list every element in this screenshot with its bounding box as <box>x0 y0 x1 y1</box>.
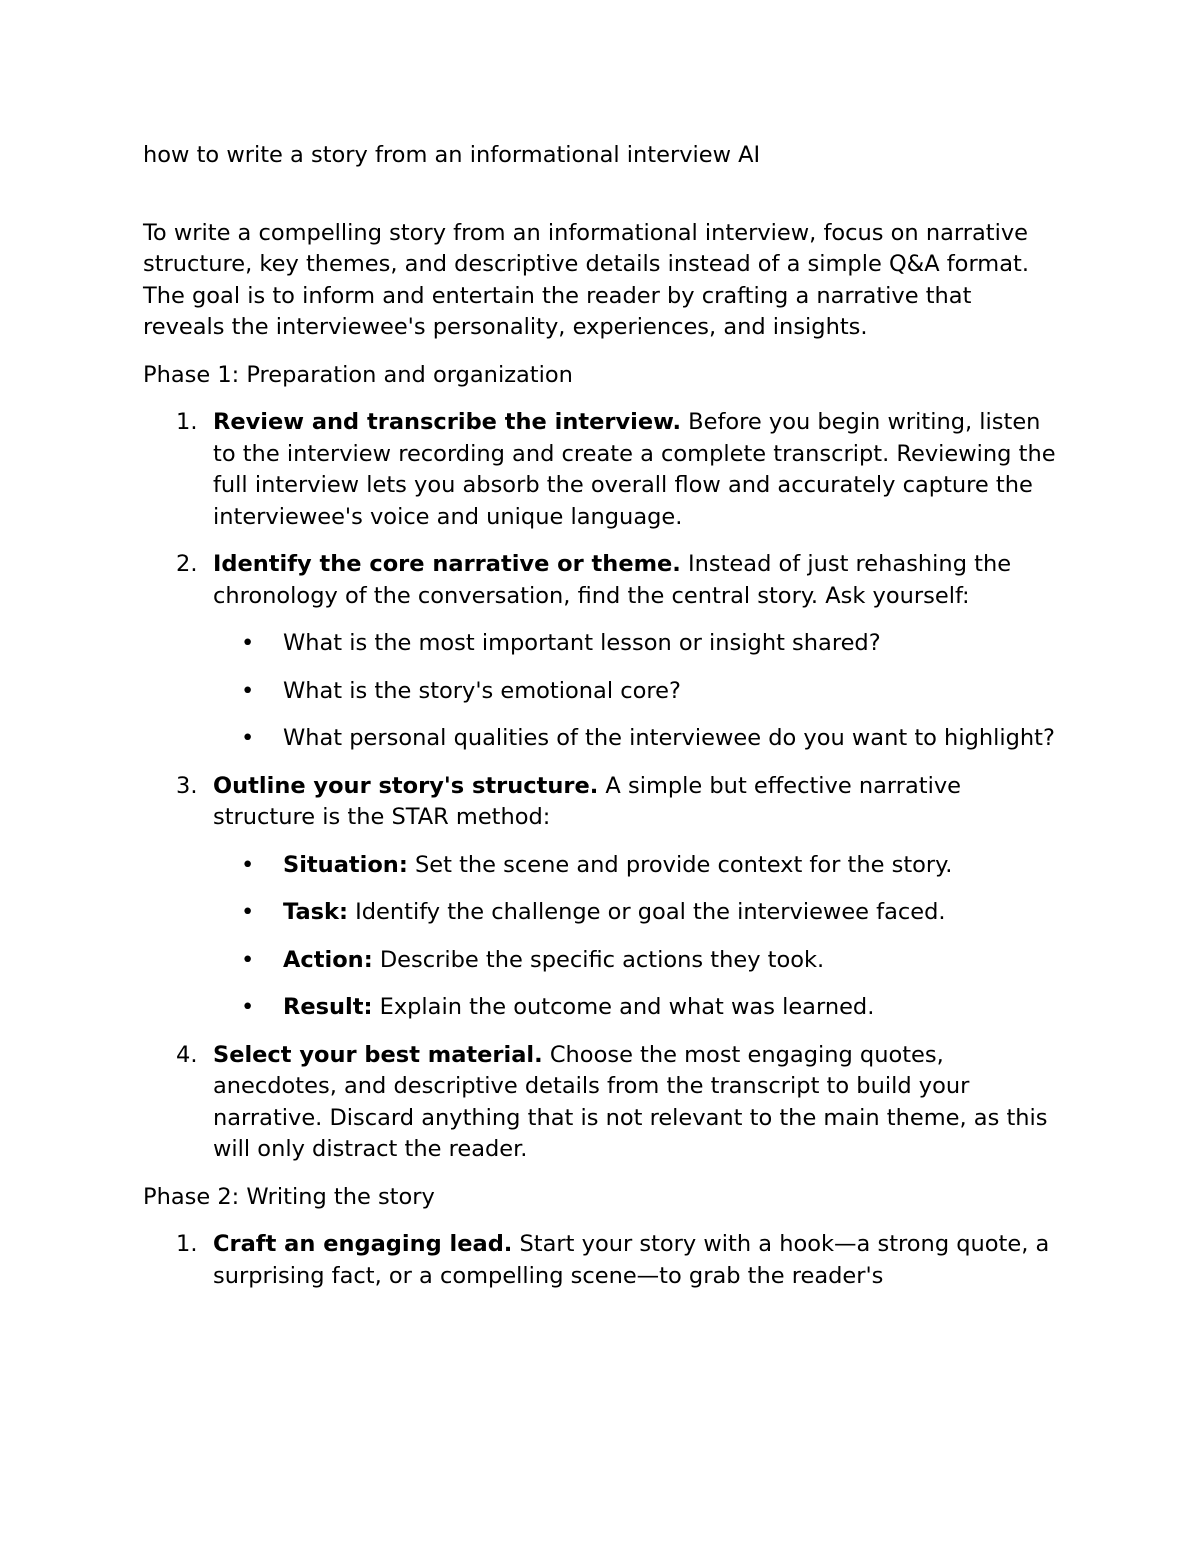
star-item-action <box>213 945 1058 977</box>
bullet-icon: • <box>241 899 255 925</box>
star-description: Explain the outcome and what was learned. <box>372 994 875 1020</box>
phase-1-step-1 <box>143 407 1058 533</box>
step-heading: Outline your story's structure. <box>213 772 599 799</box>
star-term: Action: <box>283 946 373 973</box>
document-page <box>143 140 1058 1308</box>
step-number: 1. <box>176 1231 198 1257</box>
step-number: 3. <box>176 772 198 799</box>
step-heading: Review and transcribe the interview. <box>213 409 682 435</box>
step-text: Choose the most engaging quotes, anecdotes, and descriptive details from the transcript to build your narrative. Discard anything that is not relevant to the main theme, as this will only distract the reader. <box>213 1041 1048 1162</box>
star-item-situation <box>213 850 1058 882</box>
bullet-icon: • <box>241 725 255 751</box>
document-title: how to write a story from an informational interview AI <box>143 142 761 168</box>
star-description: Identify the challenge or goal the interviewee faced. <box>347 899 946 925</box>
phase-2-heading: Phase 2: Writing the story <box>143 1183 435 1210</box>
step-number: 1. <box>176 409 198 435</box>
bullet-icon: • <box>241 630 255 656</box>
step-heading: Select your best material. <box>213 1041 543 1068</box>
phase-2-steps <box>143 1229 1058 1292</box>
star-method-list <box>213 850 1058 1024</box>
bullet-icon: • <box>241 677 255 704</box>
question-text: What is the most important lesson or insight shared? <box>283 630 881 656</box>
star-term: Task: <box>283 899 348 925</box>
question-text: What personal qualities of the interviewee do you want to highlight? <box>283 725 1055 751</box>
question-item <box>213 676 1058 708</box>
step-text: Instead of just rehashing the chronology of the conversation, find the central story. Ask yourself: <box>213 551 1012 609</box>
star-term: Result: <box>283 994 373 1020</box>
question-item <box>213 723 1058 755</box>
step-heading: Craft an engaging lead. <box>213 1231 513 1257</box>
star-term: Situation: <box>283 851 408 878</box>
bullet-icon: • <box>241 946 255 973</box>
bullet-icon: • <box>241 994 255 1020</box>
intro-paragraph: To write a compelling story from an informational interview, focus on narrative structure, key themes, and descriptive details instead of a simple Q&A format. The goal is to inform and entertain the reader by crafting a narrative that reveals the interviewee's personality, experiences, and insights. <box>143 219 1029 340</box>
step-text: Before you begin writing, listen to the interview recording and create a complete transcript. Reviewing the full interview lets you absorb the overall flow and accurately capture the interviewee's voice and unique language. <box>213 409 1056 530</box>
question-text: What is the story's emotional core? <box>283 677 681 704</box>
step-number: 4. <box>176 1041 198 1068</box>
question-list <box>213 628 1058 755</box>
phase-1-heading: Phase 1: Preparation and organization <box>143 361 573 388</box>
phase-1-step-3 <box>143 771 1058 1024</box>
bullet-icon: • <box>241 851 255 878</box>
phase-2-step-1 <box>143 1229 1058 1292</box>
step-heading: Identify the core narrative or theme. <box>213 551 681 577</box>
step-text: Start your story with a hook—a strong quote, a surprising fact, or a compelling scene—to grab the reader's <box>213 1231 1050 1289</box>
step-text: A simple but effective narrative structure is the STAR method: <box>213 772 962 830</box>
step-number: 2. <box>176 551 198 577</box>
star-description: Describe the specific actions they took. <box>372 946 825 973</box>
star-item-result <box>213 992 1058 1024</box>
phase-1-steps <box>143 407 1058 1166</box>
phase-1-step-2 <box>143 549 1058 755</box>
question-item <box>213 628 1058 660</box>
phase-1-step-4 <box>143 1040 1058 1166</box>
star-description: Set the scene and provide context for the story. <box>407 851 953 878</box>
star-item-task <box>213 897 1058 929</box>
